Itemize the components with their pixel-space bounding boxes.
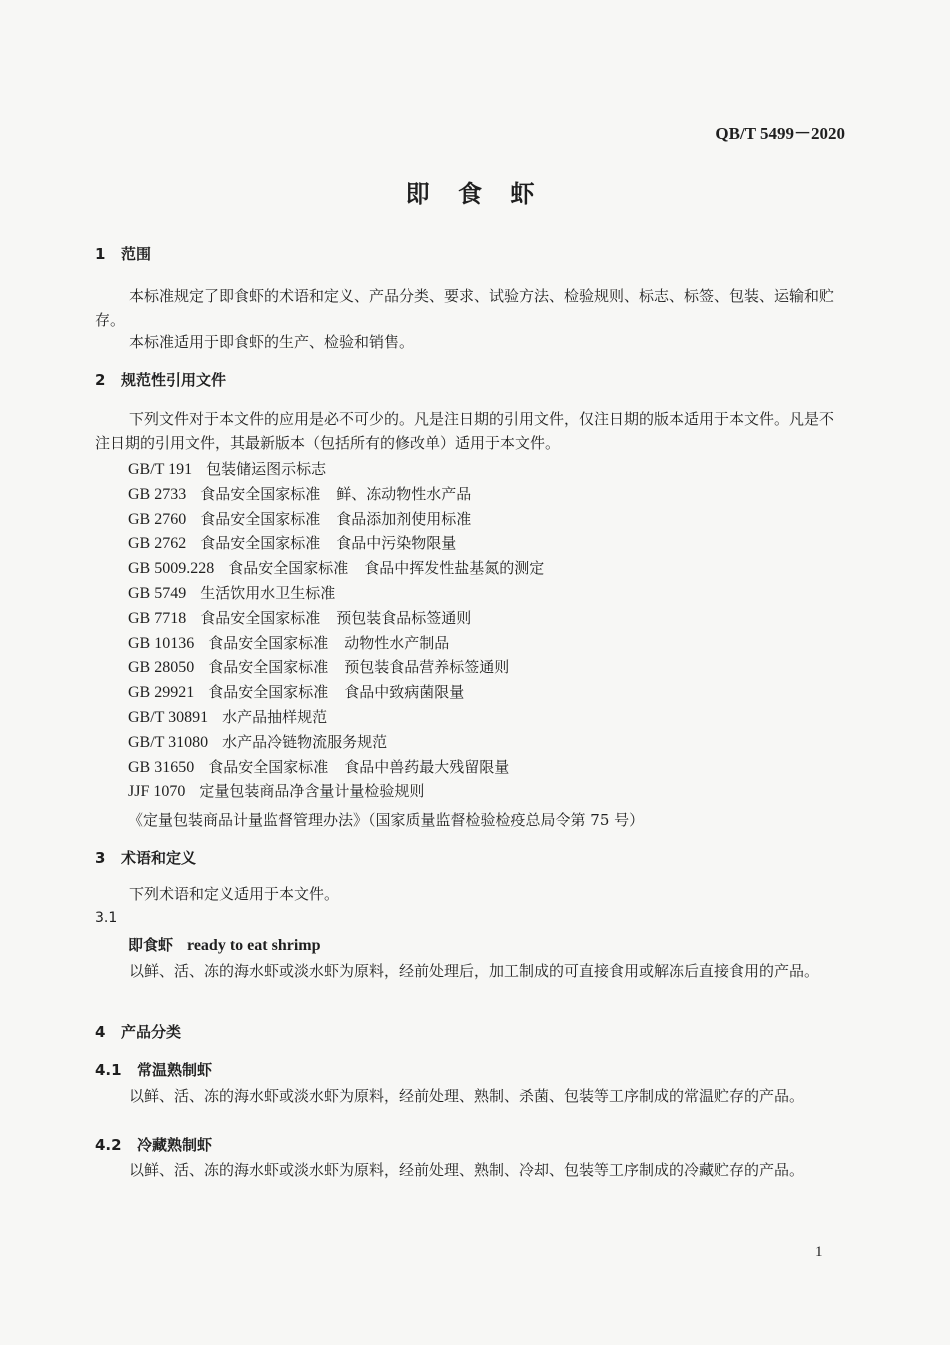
reference-title: 食品安全国家标准 (208, 633, 329, 652)
reference-subtitle: 食品中兽药最大残留限量 (344, 757, 510, 776)
reference-title: 生活饮用水卫生标准 (200, 584, 336, 602)
reference-subtitle: 预包装食品营养标签通则 (344, 658, 510, 677)
reference-item (128, 706, 327, 727)
reference-code: GB 2762 (128, 535, 187, 553)
reference-title: 食品安全国家标准 (208, 683, 329, 702)
section-title: 范围 (121, 245, 152, 263)
reference-code: GB 10136 (128, 634, 195, 652)
reference-item (128, 731, 387, 752)
reference-item (128, 632, 449, 653)
class-4-2-definition: 以鲜、活、冻的海水虾或淡水虾为原料，经前处理、熟制、冷却、包装等工序制成的冷藏贮存的产品。 (129, 1161, 805, 1179)
section-title: 产品分类 (121, 1023, 182, 1041)
terms-intro: 下列术语和定义适用于本文件。 (129, 885, 340, 903)
term-cn: 即食虾 (128, 936, 174, 954)
reference-item (128, 756, 509, 777)
reference-subtitle: 食品中污染物限量 (336, 534, 457, 553)
reference-title: 水产品抽样规范 (222, 708, 328, 726)
class-4-1-definition: 以鲜、活、冻的海水虾或淡水虾为原料，经前处理、熟制、杀菌、包装等工序制成的常温贮存的产品。 (129, 1087, 805, 1105)
scope-paragraph-1: 本标准规定了即食虾的术语和定义、产品分类、要求、试验方法、检验规则、标志、标签、包装、运输和贮存。 (95, 287, 835, 329)
reference-item (128, 607, 471, 628)
section-title: 术语和定义 (121, 849, 197, 867)
section-number: 2 (95, 371, 106, 389)
reference-title: 定量包装商品净含量计量检验规则 (199, 782, 425, 801)
reference-code: GB 29921 (128, 684, 195, 702)
reference-title: 食品安全国家标准 (200, 484, 321, 503)
reference-code: GB 7718 (128, 609, 187, 627)
standard-code: QB/T 5499－2020 (715, 124, 845, 143)
reference-title: 食品安全国家标准 (200, 608, 321, 627)
reference-code: GB 2733 (128, 485, 187, 503)
page-title: 即 食 虾 (405, 180, 545, 208)
scope-paragraph-2: 本标准适用于即食虾的生产、检验和销售。 (129, 333, 415, 351)
reference-code: GB 31650 (128, 758, 195, 776)
reference-item (128, 458, 326, 479)
subsection-number: 4.1 (95, 1061, 122, 1079)
reference-subtitle: 预包装食品标签通则 (336, 608, 472, 627)
reference-code: GB 2760 (128, 510, 187, 528)
refs-intro: 下列文件对于本文件的应用是必不可少的。凡是注日期的引用文件，仅注日期的版本适用于本文件。凡是不注日期的引用文件，其最新版本（包括所有的修改单）适用于本文件。 (95, 410, 835, 452)
reference-code: GB 5009.228 (128, 560, 215, 578)
reference-title: 食品安全国家标准 (228, 559, 349, 578)
reference-item (128, 780, 424, 801)
subsection-title: 冷藏熟制虾 (137, 1136, 213, 1154)
term-number: 3.1 (95, 910, 118, 926)
reference-subtitle: 食品中挥发性盐基氮的测定 (364, 559, 545, 578)
reference-title: 食品安全国家标准 (200, 534, 321, 553)
section-heading-classes (95, 1021, 181, 1042)
reference-title: 食品安全国家标准 (208, 658, 329, 677)
term-name (128, 934, 320, 955)
term-en: ready to eat shrimp (187, 937, 321, 954)
reference-code: GB/T 31080 (128, 733, 209, 751)
section-number: 1 (95, 245, 106, 263)
subsection-number: 4.2 (95, 1136, 122, 1154)
reference-subtitle: 动物性水产制品 (344, 633, 450, 652)
reference-item (128, 483, 471, 504)
reference-item (128, 532, 456, 553)
reference-item (128, 557, 544, 578)
reference-code: GB 5749 (128, 585, 187, 602)
reference-item: 《定量包装商品计量监督管理办法》（国家质量监督检验检疫总局令第 75 号） (128, 811, 645, 829)
reference-item (128, 681, 464, 702)
reference-subtitle: 鲜、冻动物性水产品 (336, 484, 472, 503)
reference-subtitle: 食品添加剂使用标准 (336, 509, 472, 528)
term-definition: 以鲜、活、冻的海水虾或淡水虾为原料，经前处理后，加工制成的可直接食用或解冻后直接食用的产品。 (129, 962, 820, 980)
reference-code: GB/T 191 (128, 461, 193, 478)
reference-subtitle: 食品中致病菌限量 (344, 683, 465, 702)
reference-code: GB/T 30891 (128, 709, 209, 726)
subsection-heading-4-2 (95, 1134, 212, 1155)
reference-title: 包装储运图示标志 (206, 460, 327, 478)
section-number: 4 (95, 1023, 106, 1041)
section-title: 规范性引用文件 (121, 371, 227, 389)
reference-title: 水产品冷链物流服务规范 (222, 732, 388, 751)
reference-code: GB 28050 (128, 659, 195, 677)
reference-item (128, 508, 471, 529)
page-number: 1 (815, 1244, 823, 1260)
reference-title: 食品安全国家标准 (208, 757, 329, 776)
reference-title: 食品安全国家标准 (200, 509, 321, 528)
subsection-heading-4-1 (95, 1059, 212, 1080)
reference-item (128, 582, 335, 603)
section-heading-terms (95, 847, 196, 868)
reference-code: JJF 1070 (128, 783, 186, 801)
subsection-title: 常温熟制虾 (137, 1061, 213, 1079)
section-heading-refs (95, 369, 226, 390)
section-number: 3 (95, 849, 106, 867)
reference-item (128, 656, 509, 677)
section-heading-scope (95, 243, 151, 264)
